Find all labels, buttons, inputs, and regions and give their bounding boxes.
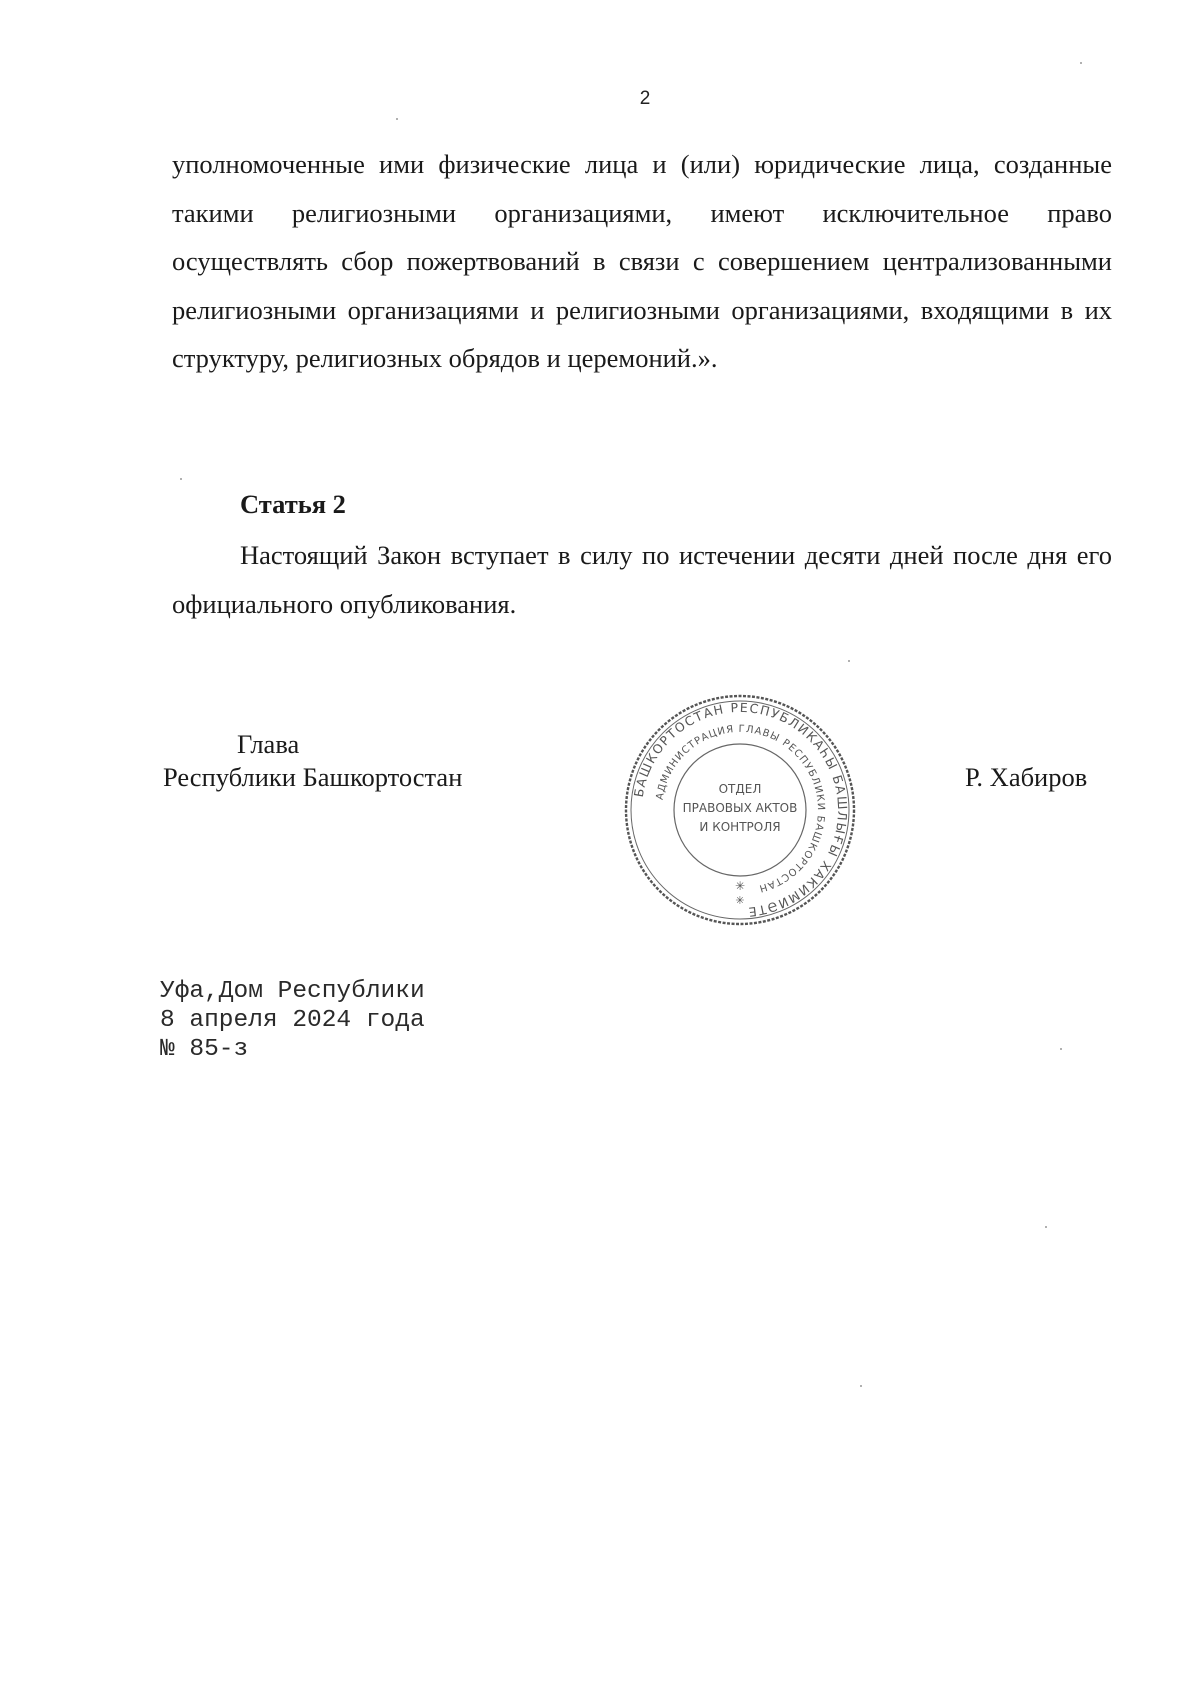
scan-speck	[1080, 62, 1082, 64]
scan-speck	[848, 660, 850, 662]
signature-title-line1: Глава	[237, 729, 300, 759]
place-line: Уфа,Дом Республики	[160, 978, 425, 1005]
stamp-center-line1: ОТДЕЛ	[718, 782, 762, 796]
signature-title	[163, 728, 462, 794]
date-line: 8 апреля 2024 года	[160, 1007, 425, 1034]
scan-speck	[1045, 1226, 1047, 1228]
scan-speck	[396, 118, 398, 120]
signature-title-line2: Республики Башкортостан	[163, 762, 463, 792]
stamp-inner-ring-text: АДМИНИСТРАЦИЯ ГЛАВЫ РЕСПУБЛИКИ БАШКОРТОСТАН	[654, 723, 827, 894]
stamp-star-icon: ✳	[734, 879, 746, 893]
article-heading: Статья 2	[240, 489, 346, 519]
stamp-seal-graphic	[620, 690, 860, 930]
scan-speck	[1060, 1048, 1062, 1050]
law-number-line: № 85-з	[160, 1036, 249, 1063]
signature-name: Р. Хабиров	[965, 762, 1088, 792]
page-number: 2	[639, 88, 651, 109]
stamp-star-icon-2: ✳	[735, 894, 745, 907]
place-date-block	[160, 977, 425, 1064]
official-stamp	[620, 690, 860, 930]
scan-speck	[180, 478, 182, 480]
scan-speck	[860, 1385, 862, 1387]
stamp-outer-ring-text: БАШКОРТОСТАН РЕСПУБЛИКАҺЫ БАШЛЫҒЫ ХАКИМИӘТЕ	[630, 699, 851, 920]
stamp-center-line3: И КОНТРОЛЯ	[699, 820, 781, 834]
stamp-center-line2: ПРАВОВЫХ АКТОВ	[682, 801, 798, 815]
body-paragraph: уполномоченные ими физические лица и (или) юридические лица, созданные такими религиозными организациями, имеют исключительное право осуществлять сбор пожертвований в связи с совершением централизованными религиозными организациями и религиозными организациями, входящими в их структуру, религиозных обрядов и церемоний.».	[172, 149, 1112, 373]
article-text: Настоящий Закон вступает в силу по истечении десяти дней после дня его официального опубликования.	[172, 540, 1112, 619]
